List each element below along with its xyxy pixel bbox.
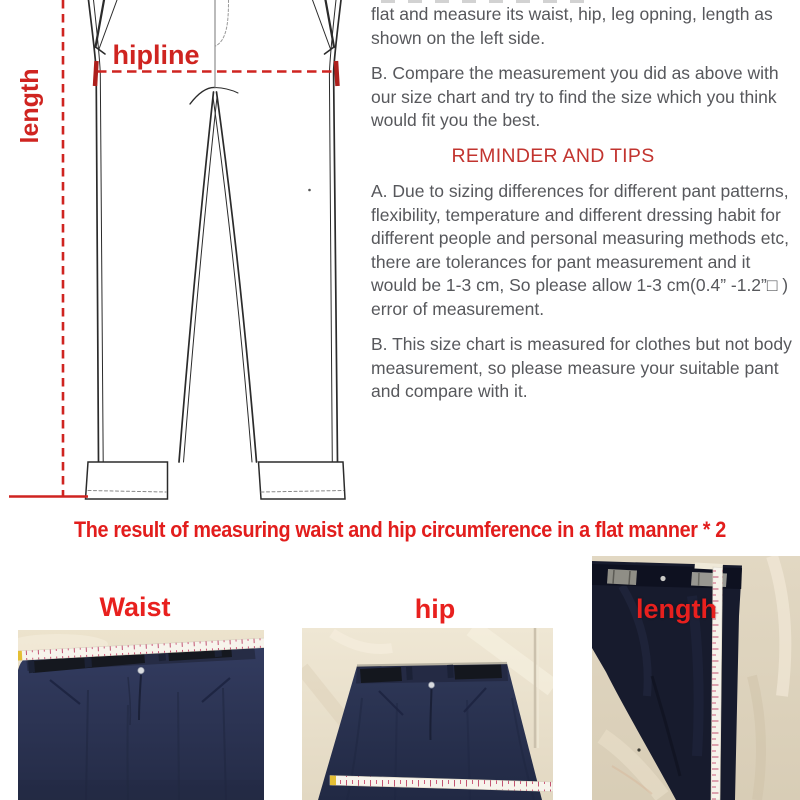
result-title: The result of measuring waist and hip circumference in a flat manner * 2: [74, 517, 726, 542]
tip-a-paragraph: A. Due to sizing differences for different pant patterns, flexibility, temperature and different dressing habit for different people and personal measuring methods etc, there are tolerances for pant measurement and it would be 1-3 cm, So please allow 1-3 cm(0.4” -1.2”□ ) error of measurement.: [371, 181, 790, 319]
instructions-column: [371, 0, 797, 416]
floor-speck: [637, 748, 640, 751]
pants-photo-waist: [18, 644, 264, 800]
length-label: length: [16, 68, 44, 144]
hip-photo-label: hip: [414, 594, 456, 624]
tape-end-tab: [330, 776, 336, 786]
tape-end-tab: [18, 651, 22, 661]
waist-measurement-photo: [18, 630, 264, 800]
length-photo-label: length: [636, 594, 717, 624]
pants-button: [138, 667, 144, 673]
length-measurement-photo: [592, 556, 800, 800]
pants-measurement-diagram: [0, 0, 365, 510]
pants-outline-drawing: [86, 0, 346, 499]
compare-paragraph: B. Compare the measurement you did as above with our size chart and try to find the size which you think would fit you the best.: [371, 63, 779, 130]
tip-b-paragraph: B. This size chart is measured for clothes but not body measurement, so please measure your suitable pant and compare with it.: [371, 334, 792, 401]
reminder-heading: REMINDER AND TIPS: [451, 144, 655, 167]
waist-photo-label: Waist: [99, 592, 171, 622]
pants-button: [429, 682, 435, 688]
intro-paragraph: flat and measure its waist, hip, leg opning, length as shown on the left side.: [371, 4, 773, 48]
hipline-label: hipline: [112, 40, 200, 70]
pants-button: [660, 576, 665, 581]
clipped-text-remnant: [381, 0, 591, 3]
hip-measurement-photo: [302, 628, 553, 800]
